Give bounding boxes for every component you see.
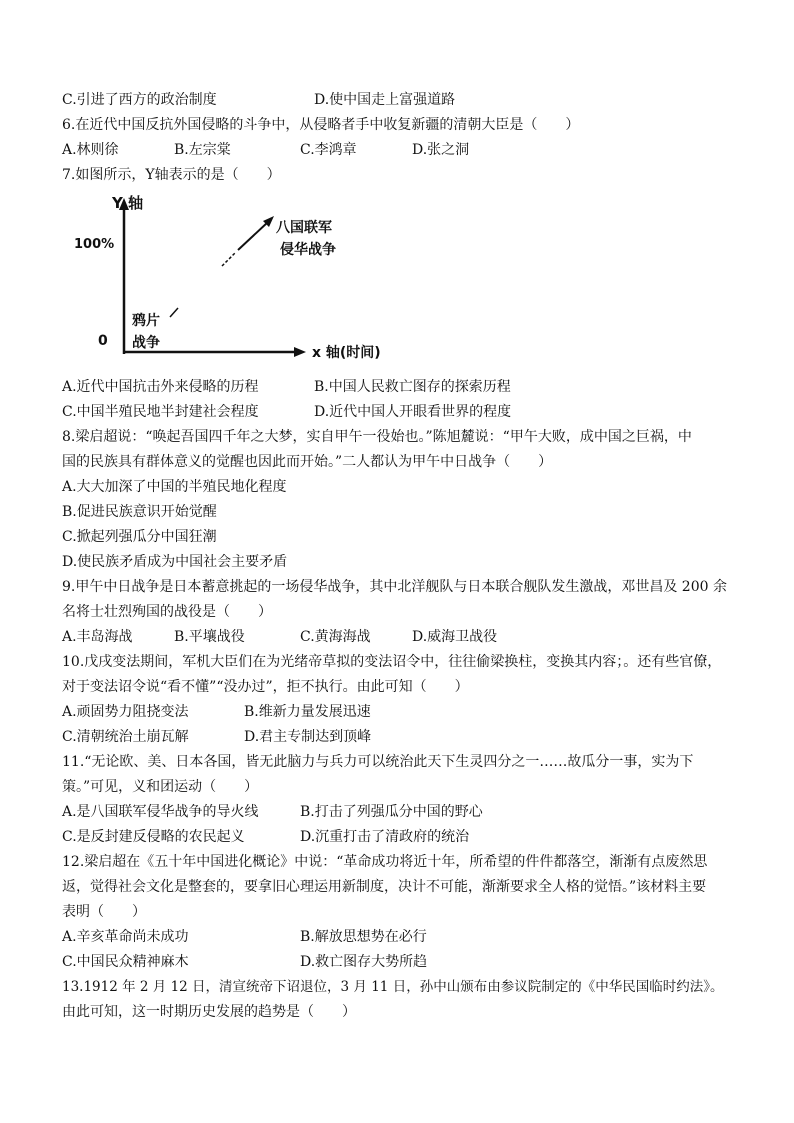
q7-option-d: D.近代中国人开眼看世界的程度 [314,404,512,420]
q10-option-d: D.君主专制达到顶峰 [244,729,372,745]
q6-option-d: D.张之洞 [412,142,470,158]
x-axis-label: x 轴(时间) [312,345,381,361]
q9-option-c: C.黄海海战 [300,629,371,645]
start-event-line2: 战争 [132,335,160,351]
q12-stem-line1: 12.梁启超在《五十年中国进化概论》中说：“革命成功将近十年，所希望的件件都落空，渐渐有点废然思 [62,854,708,870]
q7-option-a: A.近代中国抗击外来侵略的历程 [62,379,259,395]
q9-stem-line1: 9.甲午中日战争是日本蓄意挑起的一场侵华战争，其中北洋舰队与日本联合舰队发生激战，邓世昌及 200 余 [62,579,727,595]
q9-option-d: D.威海卫战役 [412,629,498,645]
q9-option-a: A.丰岛海战 [62,629,133,645]
end-event-line2: 侵华战争 [280,242,336,258]
trend-line-end [238,222,268,250]
q7-figure [62,192,402,370]
q9-option-b: B.平壤战役 [174,629,245,645]
q8-option-d: D.使民族矛盾成为中国社会主要矛盾 [62,554,288,570]
q11-stem-line2: 策。”可见，义和团运动（ ） [62,779,259,795]
trend-dash-start [170,308,178,317]
q7-option-c: C.中国半殖民地半封建社会程度 [62,404,259,420]
q7-option-b: B.中国人民救亡图存的探索历程 [314,379,511,395]
y-100-label: 100% [74,237,115,252]
q12-option-a: A.辛亥革命尚未成功 [62,929,189,945]
q5-option-d: D.使中国走上富强道路 [314,92,456,108]
trend-dash-mid [222,252,236,266]
q11-option-c: C.是反封建反侵略的农民起义 [62,829,245,845]
y-axis-label: Y 轴 [112,194,144,212]
start-event-line1: 鸦片 [132,313,160,329]
q8-stem-line2: 国的民族具有群体意义的觉醒也因此而开始。”二人都认为甲午中日战争（ ） [62,454,553,470]
q12-option-b: B.解放思想势在必行 [300,929,427,945]
q8-option-b: B.促进民族意识开始觉醒 [62,504,217,520]
q6-option-c: C.李鸿章 [300,142,357,158]
q12-stem-line2: 返，觉得社会文化是整套的，要拿旧心理运用新制度，决计不可能，渐渐要求全人格的觉悟。”该材料主要 [62,879,707,895]
x-axis-arrow [294,347,306,357]
q6-option-b: B.左宗棠 [174,142,231,158]
q12-option-d: D.救亡图存大势所趋 [300,954,428,970]
q11-option-a: A.是八国联军侵华战争的导火线 [62,804,259,820]
q12-option-c: C.中国民众精神麻木 [62,954,189,970]
q8-stem-line1: 8.梁启超说：“唤起吾国四千年之大梦，实自甲午一役始也。”陈旭麓说：“甲午大败，成中国之巨祸，中 [62,429,692,445]
q8-option-a: A.大大加深了中国的半殖民地化程度 [62,479,287,495]
q5-option-c: C.引进了西方的政治制度 [62,92,217,108]
q13-stem-line1: 13.1912 年 2 月 12 日，清宣统帝下诏退位，3 月 11 日，孙中山颁布由参议院制定的《中华民国临时约法》。 [62,979,724,995]
q8-option-c: C.掀起列强瓜分中国狂潮 [62,529,217,545]
q10-option-b: B.维新力量发展迅速 [244,704,371,720]
q6-option-a: A.林则徐 [62,142,119,158]
q6-stem: 6.在近代中国反抗外国侵略的斗争中，从侵略者手中收复新疆的清朝大臣是（ ） [62,117,580,133]
end-event-line1: 八国联军 [276,220,332,236]
q10-stem-line2: 对于变法诏令说“看不懂”“没办过”，拒不执行。由此可知（ ） [62,679,469,695]
q13-stem-line2: 由此可知，这一时期历史发展的趋势是（ ） [62,1004,356,1020]
origin-label: 0 [98,333,108,349]
q10-stem-line1: 10.戊戌变法期间，军机大臣们在为光绪帝草拟的变法诏令中，往往偷梁换柱，变换其内容；。还有些官僚， [62,654,722,670]
q11-option-b: B.打击了列强瓜分中国的野心 [300,804,483,820]
q10-option-a: A.顽固势力阻挠变法 [62,704,189,720]
q10-option-c: C.清朝统治土崩瓦解 [62,729,189,745]
q11-stem-line1: 11.“无论欧、美、日本各国，皆无此脑力与兵力可以统治此天下生灵四分之一……故瓜分一事，实为下 [62,754,694,770]
q11-option-d: D.沉重打击了清政府的统治 [300,829,470,845]
q7-stem: 7.如图所示，Y轴表示的是（ ） [62,167,281,183]
q9-stem-line2: 名将士壮烈殉国的战役是（ ） [62,604,272,620]
q12-stem-line3: 表明（ ） [62,904,146,920]
